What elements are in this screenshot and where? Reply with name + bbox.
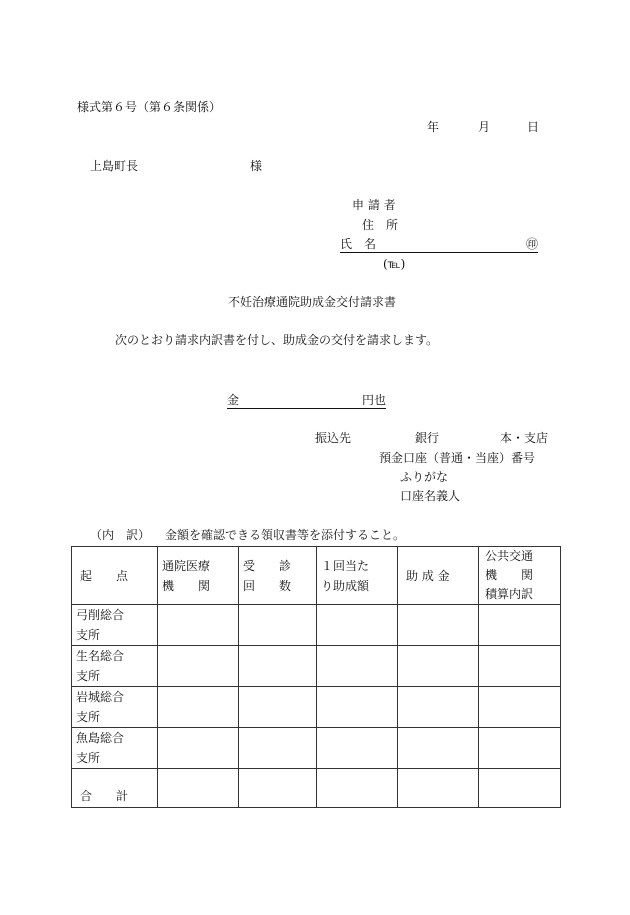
- body-text: 次のとおり請求内訳書を付し、助成金の交付を請求します。: [115, 333, 439, 347]
- transfer-furigana: ふりがな: [400, 470, 449, 484]
- row-origin-line2: 支所: [76, 751, 101, 765]
- header-per-visit: [317, 547, 398, 605]
- row-origin-ikina: [72, 646, 158, 687]
- transfer-bank: 銀行: [415, 431, 440, 445]
- applicant-name-label: 氏 名: [340, 237, 377, 251]
- header-visits-line2: 回 数: [243, 578, 292, 593]
- table-header-row: [72, 547, 561, 605]
- table-cell[interactable]: [317, 687, 398, 728]
- document-title: 不妊治療通院助成金交付請求書: [228, 295, 397, 309]
- table-row: [72, 646, 561, 687]
- header-visits: [239, 547, 317, 605]
- breakdown-label: （内 訳）: [90, 528, 151, 542]
- table-cell[interactable]: [317, 769, 398, 808]
- applicant-name-line: [340, 238, 538, 253]
- table-cell[interactable]: [158, 769, 239, 808]
- table-cell[interactable]: [479, 728, 561, 769]
- amount-suffix: 円也: [361, 393, 386, 407]
- row-origin-iwagi: [72, 687, 158, 728]
- row-origin-line1: 弓削総合: [76, 608, 125, 622]
- applicant-address-label: 住 所: [362, 218, 399, 232]
- row-origin-line2: 支所: [76, 628, 101, 642]
- row-origin-line1: 魚島総合: [76, 731, 125, 745]
- header-subsidy: 助 成 金: [398, 547, 479, 605]
- table-cell[interactable]: [158, 687, 239, 728]
- breakdown-table: [71, 546, 561, 808]
- transfer-branch: 本・支店: [500, 431, 549, 445]
- row-origin-uoshima: [72, 728, 158, 769]
- seal-mark: ㊞: [525, 237, 538, 251]
- table-cell[interactable]: [158, 605, 239, 646]
- table-cell[interactable]: [398, 769, 479, 808]
- table-row: [72, 728, 561, 769]
- addressee-name: 上島町長: [90, 159, 139, 173]
- form-number: 様式第６号（第６条関係）: [77, 100, 222, 114]
- table-cell[interactable]: [398, 687, 479, 728]
- table-cell[interactable]: [158, 728, 239, 769]
- row-origin-line1: 生名総合: [76, 649, 125, 663]
- header-clinic-line1: 通院医療: [162, 558, 211, 573]
- table-cell[interactable]: [398, 605, 479, 646]
- table-total-row: [72, 769, 561, 808]
- row-origin-line1: 岩城総合: [76, 690, 125, 704]
- table-cell[interactable]: [479, 605, 561, 646]
- table-row: [72, 605, 561, 646]
- addressee-honorific: 様: [250, 159, 263, 173]
- header-per-visit-line1: １回当た: [321, 558, 370, 573]
- table-cell[interactable]: [479, 687, 561, 728]
- row-origin-line2: 支所: [76, 669, 101, 683]
- table-cell[interactable]: [158, 646, 239, 687]
- date-year: 年: [427, 120, 440, 134]
- row-total-label: 合 計: [72, 769, 158, 808]
- table-cell[interactable]: [239, 769, 317, 808]
- header-transit-line2: 機 関: [485, 568, 534, 582]
- table-cell[interactable]: [239, 646, 317, 687]
- amount-prefix: 金: [227, 393, 240, 407]
- applicant-tel: (℡): [383, 257, 406, 271]
- table-cell[interactable]: [317, 605, 398, 646]
- header-clinic-line2: 機 関: [162, 578, 211, 593]
- header-origin: 起 点: [72, 547, 158, 605]
- table-cell[interactable]: [317, 646, 398, 687]
- transfer-label: 振込先: [315, 431, 352, 445]
- table-cell[interactable]: [398, 728, 479, 769]
- breakdown-note: 金額を確認できる領収書等を添付すること。: [165, 528, 406, 542]
- date-month: 月: [478, 120, 491, 134]
- header-per-visit-line2: り助成額: [321, 578, 370, 593]
- table-cell[interactable]: [239, 728, 317, 769]
- table-cell[interactable]: [479, 646, 561, 687]
- amount-line: [227, 394, 386, 409]
- header-clinic: [158, 547, 239, 605]
- table-cell[interactable]: [239, 687, 317, 728]
- table-cell[interactable]: [239, 605, 317, 646]
- header-transit-line3: 積算内訳: [485, 587, 534, 601]
- transfer-holder: 口座名義人: [400, 489, 461, 503]
- header-transit: [479, 547, 561, 605]
- table-cell[interactable]: [479, 769, 561, 808]
- transfer-account: 預金口座（普通・当座）番号: [379, 451, 536, 465]
- table-cell[interactable]: [398, 646, 479, 687]
- row-origin-yuge: [72, 605, 158, 646]
- table-row: [72, 687, 561, 728]
- header-transit-line1: 公共交通: [485, 549, 534, 563]
- row-origin-line2: 支所: [76, 710, 101, 724]
- date-day: 日: [527, 120, 540, 134]
- table-cell[interactable]: [317, 728, 398, 769]
- applicant-title: 申 請 者: [352, 198, 396, 212]
- header-visits-line1: 受 診: [243, 558, 292, 573]
